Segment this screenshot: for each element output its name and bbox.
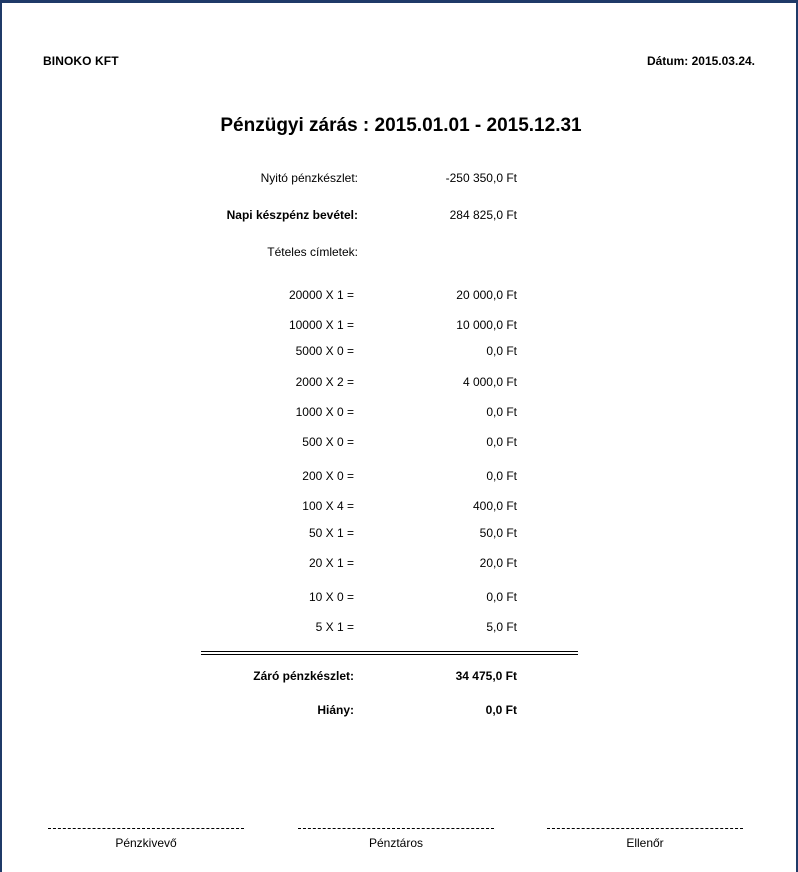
opening-balance-value: -250 350,0 Ft bbox=[445, 171, 517, 185]
denomination-value: 0,0 Ft bbox=[486, 469, 517, 483]
denomination-label: 1000 X 0 = bbox=[295, 405, 354, 419]
signature-line bbox=[298, 828, 494, 829]
signature-label-cash-withdrawer: Pénzkivevő bbox=[115, 836, 177, 850]
denomination-value: 5,0 Ft bbox=[486, 620, 517, 634]
denomination-value: 20,0 Ft bbox=[479, 556, 517, 570]
daily-income-value: 284 825,0 Ft bbox=[449, 208, 517, 222]
signature-label-cashier: Pénztáros bbox=[368, 836, 424, 850]
closing-balance-row bbox=[2, 669, 798, 689]
denomination-label: 5 X 1 = bbox=[315, 620, 354, 634]
closing-balance-label: Záró pénzkészlet: bbox=[253, 669, 354, 683]
denomination-value: 50,0 Ft bbox=[479, 526, 517, 540]
total-separator-double-line bbox=[201, 651, 578, 655]
denomination-label: 200 X 0 = bbox=[302, 469, 354, 483]
signature-label-controller: Ellenőr bbox=[626, 836, 664, 850]
signature-line bbox=[48, 828, 244, 829]
denomination-label: 2000 X 2 = bbox=[295, 375, 354, 389]
report-date: Dátum: 2015.03.24. bbox=[646, 54, 755, 68]
itemized-label: Tételes címletek: bbox=[267, 245, 358, 259]
company-name: BINOKO KFT bbox=[43, 54, 119, 68]
denomination-row bbox=[2, 499, 798, 519]
denomination-value: 0,0 Ft bbox=[486, 435, 517, 449]
denomination-value: 400,0 Ft bbox=[472, 499, 517, 513]
denomination-row bbox=[2, 590, 798, 610]
denomination-row bbox=[2, 318, 798, 338]
denomination-row bbox=[2, 526, 798, 546]
denomination-value: 0,0 Ft bbox=[486, 405, 517, 419]
signature-line bbox=[547, 828, 743, 829]
closing-balance-value: 34 475,0 Ft bbox=[455, 669, 517, 683]
denomination-row bbox=[2, 405, 798, 425]
denomination-label: 10000 X 1 = bbox=[288, 318, 354, 332]
denomination-row bbox=[2, 344, 798, 364]
denomination-label: 5000 X 0 = bbox=[295, 344, 354, 358]
shortage-value: 0,0 Ft bbox=[485, 703, 517, 717]
opening-balance-label: Nyitó pénzkészlet: bbox=[260, 171, 358, 185]
daily-income-label: Napi készpénz bevétel: bbox=[226, 208, 358, 222]
denomination-label: 100 X 4 = bbox=[302, 499, 354, 513]
denomination-row bbox=[2, 469, 798, 489]
denomination-value: 4 000,0 Ft bbox=[462, 375, 517, 389]
denomination-value: 10 000,0 Ft bbox=[456, 318, 517, 332]
opening-balance-row bbox=[2, 171, 798, 191]
denomination-row bbox=[2, 288, 798, 308]
report-title: Pénzügyi zárás : 2015.01.01 - 2015.12.31 bbox=[220, 115, 582, 136]
denomination-row bbox=[2, 620, 798, 640]
shortage-row bbox=[2, 703, 798, 723]
denomination-value: 20 000,0 Ft bbox=[456, 288, 517, 302]
denomination-row bbox=[2, 556, 798, 576]
denomination-value: 0,0 Ft bbox=[486, 590, 517, 604]
daily-income-row bbox=[2, 208, 798, 228]
denomination-label: 20000 X 1 = bbox=[288, 288, 354, 302]
denomination-row bbox=[2, 375, 798, 395]
shortage-label: Hiány: bbox=[317, 703, 354, 717]
denomination-value: 0,0 Ft bbox=[486, 344, 517, 358]
denomination-label: 10 X 0 = bbox=[308, 590, 354, 604]
denomination-label: 500 X 0 = bbox=[302, 435, 354, 449]
denomination-label: 50 X 1 = bbox=[308, 526, 354, 540]
itemized-heading-row bbox=[2, 245, 798, 265]
denomination-row bbox=[2, 435, 798, 455]
denomination-label: 20 X 1 = bbox=[308, 556, 354, 570]
